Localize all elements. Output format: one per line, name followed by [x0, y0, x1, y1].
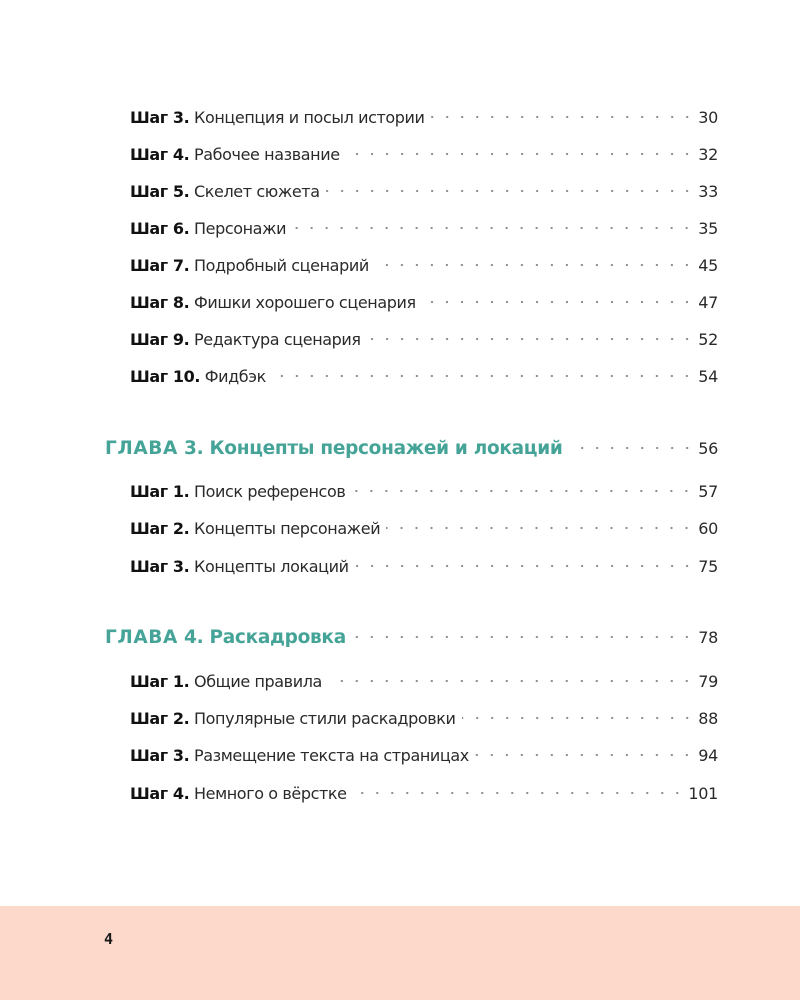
step-label: Шаг 4. [130, 784, 190, 803]
step-label: Шаг 2. [130, 709, 190, 728]
chapter-title: 3. Концепты персонажей и локаций [184, 438, 563, 459]
step-title: Поиск референсов [194, 482, 346, 501]
step-title: Персонажи [194, 219, 287, 238]
page-number: 35 [698, 219, 718, 238]
page-number: 57 [698, 482, 718, 501]
page-number: 33 [698, 182, 718, 201]
dot-leader [346, 152, 695, 156]
step-title: Фидбэк [204, 367, 266, 386]
page-number: 88 [698, 709, 718, 728]
page-number: 78 [698, 628, 718, 647]
footer-band [0, 906, 800, 1000]
step-label: Шаг 10. [130, 367, 201, 386]
toc-entry-ch4-step-3 [130, 746, 718, 770]
step-label: Шаг 4. [130, 145, 190, 164]
step-label: Шаг 1. [130, 482, 190, 501]
step-title: Рабочее название [194, 145, 340, 164]
step-label: Шаг 3. [130, 746, 190, 765]
toc-entry-ch3-step-3 [130, 557, 718, 581]
dot-leader [292, 226, 694, 230]
dot-leader [386, 526, 694, 530]
step-label: Шаг 8. [130, 293, 190, 312]
dot-leader [475, 753, 694, 757]
dot-leader [375, 263, 694, 267]
toc-entry-step-8 [130, 293, 718, 317]
step-label: Шаг 1. [130, 672, 190, 691]
page-number: 75 [698, 557, 718, 576]
toc-entry-step-3 [130, 108, 718, 132]
dot-leader [367, 337, 695, 341]
step-label: Шаг 7. [130, 256, 190, 275]
step-title: Концепты персонажей [194, 519, 381, 538]
step-title: Фишки хорошего сценария [194, 293, 416, 312]
page-number: 56 [698, 439, 718, 458]
toc-entry-ch4-step-1 [130, 672, 718, 696]
toc-entry-step-5 [130, 182, 718, 206]
page-number: 54 [698, 367, 718, 386]
step-label: Шаг 5. [130, 182, 190, 201]
dot-leader [422, 300, 695, 304]
step-label: Шаг 9. [130, 330, 190, 349]
page-number: 47 [698, 293, 718, 312]
step-label: Шаг 3. [130, 108, 190, 127]
footer-page-number: 4 [104, 930, 114, 948]
page-number: 101 [688, 784, 718, 803]
dot-leader [569, 446, 695, 450]
page-number: 79 [698, 672, 718, 691]
page-number: 30 [698, 108, 718, 127]
chapter-label: ГЛАВА [105, 627, 178, 648]
chapter-label: ГЛАВА [105, 438, 178, 459]
dot-leader [352, 635, 694, 639]
step-label: Шаг 3. [130, 557, 190, 576]
step-title: Скелет сюжета [194, 182, 320, 201]
dot-leader [351, 489, 694, 493]
page-number: 94 [698, 746, 718, 765]
dot-leader [431, 115, 695, 119]
dot-leader [326, 189, 695, 193]
step-label: Шаг 6. [130, 219, 190, 238]
toc-entry-ch4-step-2 [130, 709, 718, 733]
chapter-title: 4. Раскадровка [184, 627, 346, 648]
toc-entry-ch3-step-1 [130, 482, 718, 506]
page-number: 32 [698, 145, 718, 164]
toc-entry-step-7 [130, 256, 718, 280]
toc-entry-step-10 [130, 367, 718, 391]
step-label: Шаг 2. [130, 519, 190, 538]
dot-leader [328, 679, 694, 683]
step-title: Популярные стили раскадровки [194, 709, 456, 728]
page-number: 45 [698, 256, 718, 275]
toc-entry-step-4 [130, 145, 718, 169]
page-number: 52 [698, 330, 718, 349]
dot-leader [353, 791, 685, 795]
step-title: Редактура сценария [194, 330, 361, 349]
toc-entry-step-6 [130, 219, 718, 243]
step-title: Концепты локаций [194, 557, 349, 576]
toc-chapter-4 [105, 627, 718, 651]
toc-entry-ch4-step-4 [130, 784, 718, 808]
step-title: Общие правила [194, 672, 322, 691]
step-title: Размещение текста на страницах [194, 746, 469, 765]
dot-leader [355, 564, 695, 568]
step-title: Немного о вёрстке [194, 784, 347, 803]
toc-entry-ch3-step-2 [130, 519, 718, 543]
toc-chapter-3 [105, 438, 718, 462]
step-title: Подробный сценарий [194, 256, 369, 275]
step-title: Концепция и посыл истории [194, 108, 425, 127]
page-number: 60 [698, 519, 718, 538]
dot-leader [272, 374, 694, 378]
dot-leader [462, 716, 695, 720]
toc-entry-step-9 [130, 330, 718, 354]
